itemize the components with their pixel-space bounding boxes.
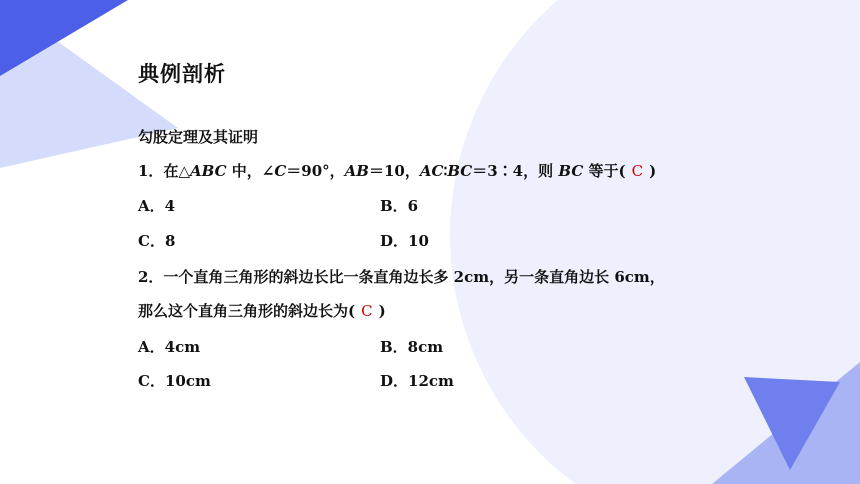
- q1-bc2: BC: [558, 162, 584, 180]
- q1-text: 等于(: [583, 162, 626, 180]
- q1-number: 1．: [138, 162, 164, 180]
- q1-text: 在△: [163, 162, 190, 180]
- q2-close: ): [378, 302, 386, 320]
- q1-option-c: C．8: [138, 232, 176, 250]
- q1-option-b: B．6: [380, 197, 419, 215]
- q1-text: 中，∠: [226, 162, 275, 180]
- q1-ac: AC: [419, 162, 444, 180]
- q1-text: ＝3∶4，则: [472, 162, 559, 180]
- q1-abc: ABC: [189, 162, 227, 180]
- q1-option-d: D．10: [380, 232, 429, 250]
- q2-option-b: B．8cm: [380, 338, 444, 356]
- q1-c: C: [274, 162, 287, 180]
- section-title: 典例剖析: [138, 62, 226, 86]
- question-2-line-2: [138, 300, 386, 321]
- q1-text: ＝90°，: [286, 162, 345, 180]
- q1-text: ＝10，: [368, 162, 420, 180]
- q2-option-d: D．12cm: [380, 372, 454, 390]
- q2-option-a: A．4cm: [138, 338, 201, 356]
- q1-text: ∶: [443, 162, 448, 180]
- q1-bc: BC: [447, 162, 473, 180]
- question-2-line-1: 2．一个直角三角形的斜边长比一条直角边长多 2cm，另一条直角边长 6cm，: [138, 268, 665, 286]
- q1-answer: C: [631, 162, 644, 180]
- q2-option-c: C．10cm: [138, 372, 211, 390]
- subheading: 勾股定理及其证明: [138, 128, 259, 146]
- question-1: [138, 160, 656, 181]
- q2-text: 那么这个直角三角形的斜边长为(: [138, 302, 356, 320]
- q2-answer: C: [361, 302, 373, 320]
- q1-ab: AB: [344, 162, 369, 180]
- q1-close: ): [649, 162, 657, 180]
- q1-option-a: A．4: [138, 197, 176, 215]
